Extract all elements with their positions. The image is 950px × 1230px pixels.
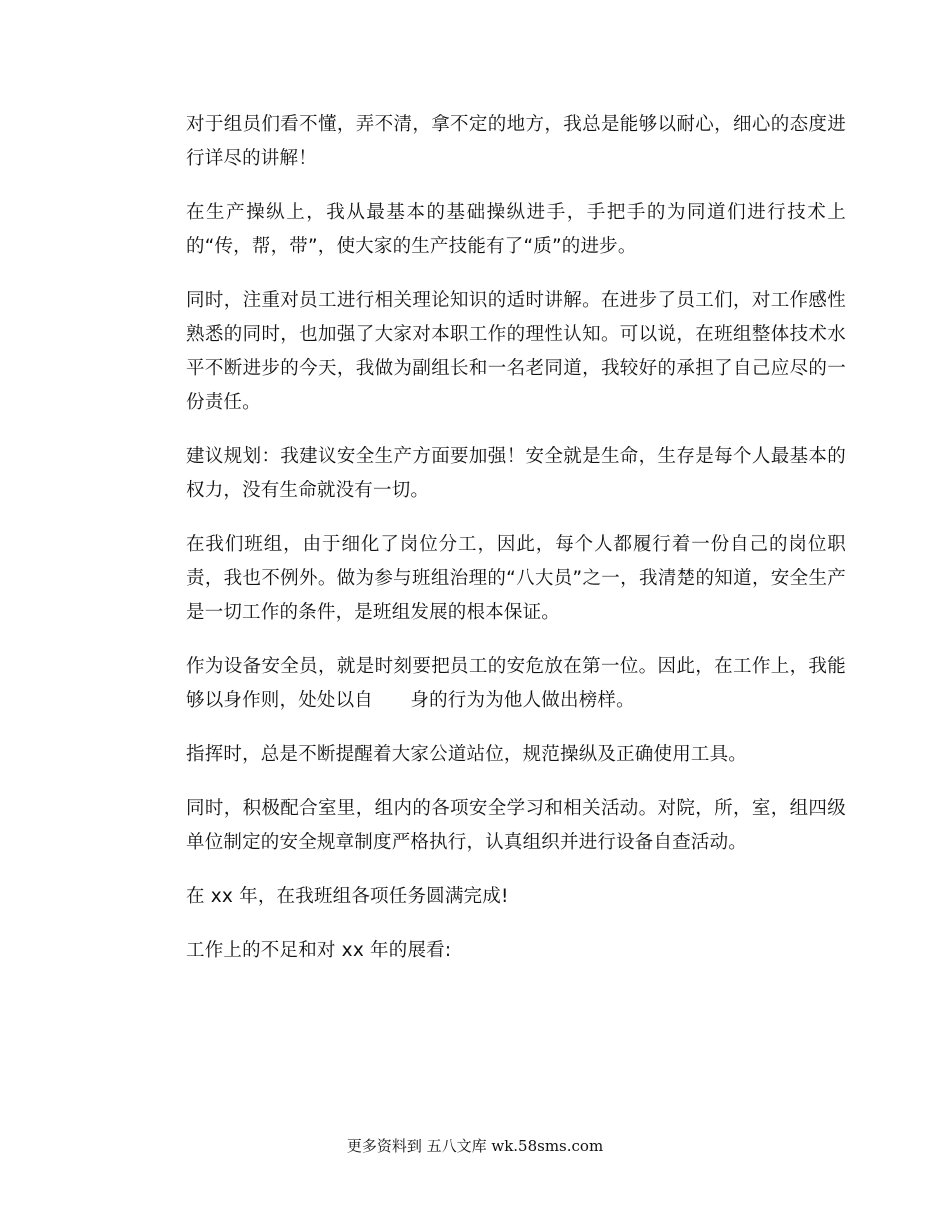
paragraph: 同时，积极配合室里，组内的各项安全学习和相关活动。对院，所，室，组四级单位制定的安全规章制度严格执行，认真组织并进行设备自查活动。: [186, 798, 846, 853]
paragraph: 对于组员们看不懂，弄不清，拿不定的地方，我总是能够以耐心，细心的态度进行详尽的讲解！: [186, 114, 846, 169]
paragraph: 作为设备安全员，就是时刻要把员工的安危放在第一位。因此，在工作上，我能够以身作则，处处以自 身的行为为他人做出榜样。: [186, 656, 846, 711]
paragraph: 建议规划：我建议安全生产方面要加强！安全就是生命，生存是每个人最基本的权力，没有生命就没有一切。: [186, 446, 846, 501]
paragraph: 工作上的不足和对 xx 年的展看:: [186, 940, 452, 961]
paragraph: 同时，注重对员工进行相关理论知识的适时讲解。在进步了员工们，对工作感性熟悉的同时，也加强了大家对本职工作的理性认知。可以说，在班组整体技术水平不断进步的今天，我做为副组长和一名老同道，我较好的承担了自己应尽的一份责任。: [186, 290, 846, 413]
paragraph: 在 xx 年，在我班组各项任务圆满完成!: [186, 886, 509, 907]
document-body: [186, 108, 846, 988]
page-footer: 更多资料到 五八文库 wk.58sms.com: [346, 1137, 604, 1155]
paragraph: 指挥时，总是不断提醒着大家公道站位，规范操纵及正确使用工具。: [186, 744, 748, 765]
paragraph: 在生产操纵上，我从最基本的基础操纵进手，手把手的为同道们进行技术上的“传，帮，带”，使大家的生产技能有了“质”的进步。: [186, 202, 846, 257]
paragraph: 在我们班组，由于细化了岗位分工，因此，每个人都履行着一份自己的岗位职责，我也不例外。做为参与班组治理的“八大员”之一，我清楚的知道，安全生产是一切工作的条件，是班组发展的根本保证。: [186, 534, 846, 623]
